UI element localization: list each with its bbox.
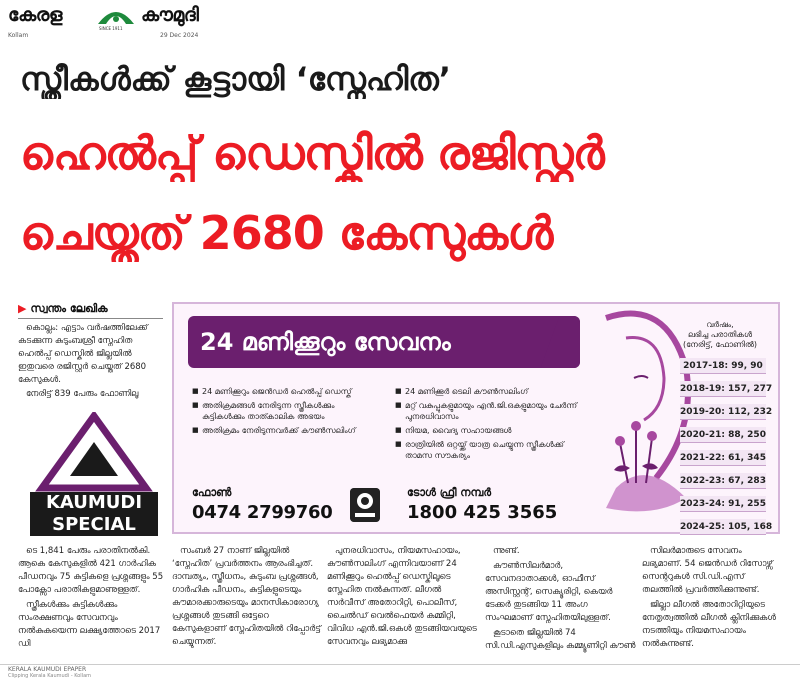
article-column-3 bbox=[327, 545, 479, 651]
emblem-line-1: KAUMUDI bbox=[30, 492, 158, 514]
article-column-2 bbox=[172, 545, 322, 651]
triangle-logo-icon bbox=[34, 412, 154, 492]
article-paragraph: സിലർമാരുടെ സേവനം ലഭ്യമാണ്. 54 ജെൻഡർ റിസോഴ്സ് സെന്ററുകൾ സി.ഡി.എസ് തലത്തിൽ പ്രവർത്തിക്കുന്നുണ്ട്. bbox=[642, 546, 773, 595]
info-panel bbox=[172, 302, 780, 534]
services-column-right bbox=[395, 386, 580, 464]
kicker-headline: സ്ത്രീകൾക്ക് കൂട്ടായി ‘സ്നേഹിത’ bbox=[20, 60, 451, 98]
tollfree-label: ടോൾ ഫ്രീ നമ്പർ bbox=[407, 486, 492, 499]
masthead-lamp-logo-icon bbox=[94, 4, 138, 26]
masthead bbox=[8, 4, 308, 40]
service-banner: 24 മണിക്കൂറും സേവനം bbox=[188, 316, 580, 368]
edition-label: Kollam bbox=[8, 32, 29, 39]
service-item: ■ 24 മണിക്കൂറും ജെൻഡർ ഹെൽപ്പ് ഡെസ്ക് bbox=[192, 386, 377, 397]
article-column-1 bbox=[18, 545, 168, 653]
footer-clipping-source: Clipping Kerala Kaumudi - Kollam bbox=[8, 673, 92, 679]
phone-label: ഫോൺ bbox=[192, 486, 232, 499]
year-row: 2023-24: 91, 255 bbox=[680, 496, 766, 512]
service-item: ■ രാത്രിയിൽ ഒറ്റയ്ക്ക് യാത്ര ചെയ്യുന്ന സ്ത്രീകൾക്ക് താമസ സൗകര്യം bbox=[395, 439, 580, 461]
intro-paragraph: കൊല്ലം: എട്ടാം വർഷത്തിലേക്ക് കടക്കുന്ന കുടുംബശ്രീ സ്നേഹിത ഹെൽപ്പ് ഡെസ്കിൽ ജില്ലയിൽ ഇതുവരെ രജിസ്റ്റർ ചെയ്തത് 2680 കേസുകൾ. bbox=[18, 323, 148, 385]
article-paragraph: ജില്ലാ ലീഗൽ അതോറിറ്റിയുടെ നേതൃത്വത്തിൽ ലീഗൽ ക്ലിനിക്കുകൾ നടത്തിയും നിയമസഹായം നൽകുന്നുണ്ട്. bbox=[642, 600, 776, 649]
article-paragraph: പുനരധിവാസം, നിയമസഹായം, കൗൺസലിംഗ് എന്നിവയാണ് 24 മണിക്കൂറും ഹെൽപ്പ് ഡെസ്കിലൂടെ സ്നേഹിത നൽകുന്നത്. ലീഗൽ സർവീസ് അതോറിറ്റി, പൊലീസ്, ചൈൽഡ് വെൽഫെയർ കമ്മിറ്റി, വിവിധ എൻ.ജി.ഒകൾ തുടങ്ങിയവയുടെ സേവനവും ലഭ്യമാക്കു bbox=[327, 546, 477, 647]
tollfree-number: 1800 425 3565 bbox=[407, 502, 558, 523]
years-heading bbox=[666, 320, 774, 350]
year-row: 2020-21: 88, 250 bbox=[680, 427, 766, 443]
masthead-since: SINCE 1911 bbox=[99, 26, 123, 31]
year-row: 2019-20: 112, 232 bbox=[680, 404, 766, 420]
services-column-left bbox=[192, 386, 377, 439]
year-row: 2017-18: 99, 90 bbox=[680, 358, 766, 374]
article-paragraph: കൗൺസിലർമാർ, സേവനദാതാക്കൾ, ഓഫീസ് അസിസ്റ്റന്റ്, സെക്യൂരിറ്റി, കെയർ ടേക്കർ തുടങ്ങിയ 11 അംഗ സംഘമാണ് സ്നേഹിതയിലുള്ളത്. bbox=[485, 561, 613, 623]
issue-date: 29 Dec 2024 bbox=[160, 32, 199, 39]
intro-paragraph: നേരിട്ട് 839 പേരും ഫോണിലൂ bbox=[26, 389, 139, 399]
year-row: 2022-23: 67, 283 bbox=[680, 473, 766, 489]
service-item: ■ 24 മണിക്കൂർ ടെലി കൗൺസലിംഗ് bbox=[395, 386, 580, 397]
article-paragraph: ടെ 1,841 പേരും പരാതിനൽകി. ആകെ കേസുകളിൽ 421 ഗാർഹിക പീഡനവും 75 കുട്ടികളെ പ്രശ്നങ്ങളും 55 പോക്സോ പരാതികളുമാണുള്ളത്. bbox=[18, 546, 164, 595]
byline-text: സ്വന്തം ലേഖിക bbox=[30, 302, 108, 315]
service-item: ■ നിയമ, വൈദ്യ സഹായങ്ങൾ bbox=[395, 425, 580, 436]
service-item: ■ അതിക്രമം നേരിടുന്നവർക്ക് കൗൺസലിംഗ് bbox=[192, 425, 377, 436]
year-row: 2021-22: 61, 345 bbox=[680, 450, 766, 466]
article-paragraph: കൂടാതെ ജില്ലയിൽ 74 സി.ഡി.എസുകളിലും കമ്മ്യൂണിറ്റി കൗൺ bbox=[485, 628, 636, 651]
main-headline-line-2: ചെയ്തത് 2680 കേസുകൾ bbox=[20, 206, 553, 260]
article-column-5 bbox=[642, 545, 782, 653]
article-column-4 bbox=[485, 545, 637, 655]
year-row: 2018-19: 157, 277 bbox=[680, 381, 766, 397]
byline-arrow-icon: ▶ bbox=[18, 302, 27, 315]
yearly-complaints-list bbox=[666, 320, 774, 542]
article-body bbox=[18, 545, 780, 660]
years-heading-line-1: വർഷം, bbox=[706, 320, 734, 329]
byline bbox=[18, 302, 108, 316]
service-item: ■ മറ്റ് വകുപ്പുകളുമായും എൻ.ജി.ഒകളുമായും ചേർന്ന് പുനരധിവാസം bbox=[395, 400, 580, 422]
column-divider bbox=[18, 318, 163, 319]
kudumbashree-logo-icon bbox=[350, 488, 380, 522]
main-headline-line-1: ഹെൽപ്പ് ഡെസ്കിൽ രജിസ്റ്റർ bbox=[20, 126, 604, 180]
intro-text bbox=[18, 322, 166, 402]
years-heading-line-3: (നേരിട്ട്, ഫോണിൽ) bbox=[683, 340, 757, 349]
masthead-title-right: കൗമുദി bbox=[141, 4, 199, 26]
article-paragraph: സംബർ 27 നാണ് ജില്ലയിൽ ‘സ്നേഹിത’ പ്രവർത്തനം ആരംഭിച്ചത്. ദാമ്പത്യം, സ്ത്രീധനം, കുടുംബ പ്രശ്നങ്ങൾ, ഗാർഹിക പീഡനം, കുട്ടികളുടെയും കൗമാരക്കാരുടെയും മാനസികാരോഗ്യ പ്രശ്നങ്ങൾ തുടങ്ങി ഒട്ടേറെ കേസുകളാണ് സ്നേഹിതയിൽ റിപ്പോർട്ട് ചെയ്യുന്നത്. bbox=[172, 546, 321, 647]
article-paragraph: ന്നുണ്ട്. bbox=[493, 546, 520, 556]
service-item: ■ അതിക്രമങ്ങൾ നേരിടുന്ന സ്ത്രീകൾക്കും കുട്ടികൾക്കും താത്കാലിക അഭയം bbox=[192, 400, 377, 422]
kaumudi-special-emblem bbox=[30, 412, 150, 537]
contact-row bbox=[192, 486, 582, 530]
year-row: 2024-25: 105, 168 bbox=[680, 519, 766, 535]
phone-number: 0474 2799760 bbox=[192, 502, 333, 523]
article-paragraph: സ്ത്രീകൾക്കും കുട്ടികൾക്കും സംരക്ഷണവും സേവനവും നൽകുകയെന്ന ലക്ഷ്യത്തോടെ 2017 ഡി bbox=[18, 600, 161, 649]
emblem-line-2: SPECIAL bbox=[30, 514, 158, 536]
masthead-title-left: കേരള bbox=[8, 4, 62, 26]
footer-brand: KERALA KAUMUDI EPAPER bbox=[8, 666, 87, 673]
years-heading-line-2: ലഭിച്ച പരാതികൾ bbox=[687, 330, 753, 339]
epaper-footer bbox=[0, 664, 800, 680]
